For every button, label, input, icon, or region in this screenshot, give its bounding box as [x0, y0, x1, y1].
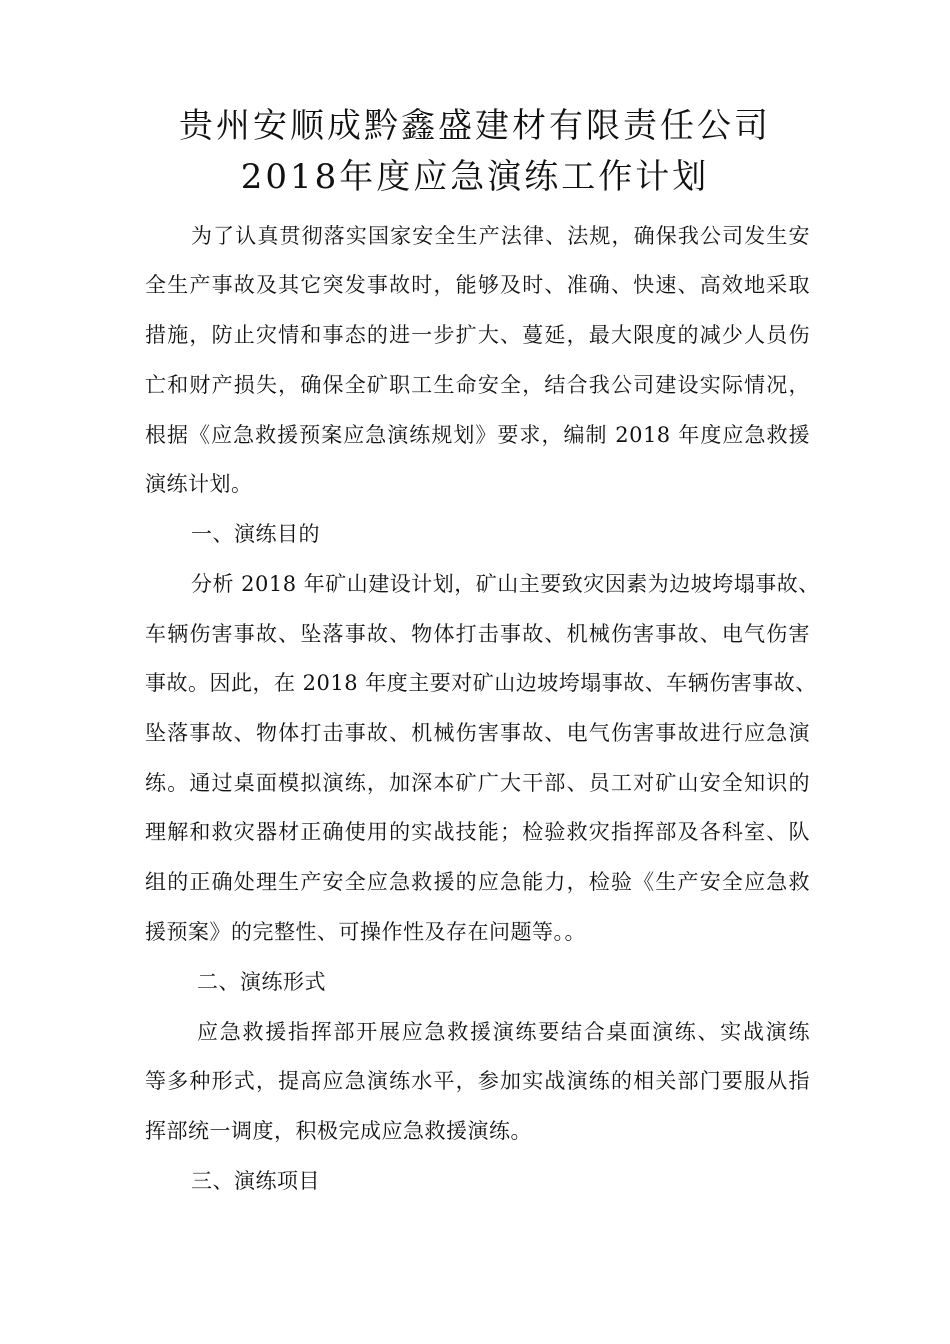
document-title-plan: 2018年度应急演练工作计划 — [240, 157, 710, 197]
paragraph-line: 练。通过桌面模拟演练，加深本矿广大干部、员工对矿山安全知识的 — [145, 771, 810, 795]
paragraph-line: 分析 2018 年矿山建设计划，矿山主要致灾因素为边坡垮塌事故、 — [191, 572, 820, 596]
paragraph-line: 组的正确处理生产安全应急救援的应急能力，检验《生产安全应急救 — [145, 870, 810, 894]
paragraph-line: 全生产事故及其它突发事故时，能够及时、准确、快速、高效地采取 — [145, 273, 810, 297]
paragraph-line: 为了认真贯彻落实国家安全生产法律、法规，确保我公司发生安 — [191, 224, 810, 248]
section-heading: 一、演练目的 — [191, 522, 320, 546]
paragraph-line: 亡和财产损失，确保全矿职工生命安全，结合我公司建设实际情况， — [145, 373, 810, 397]
paragraph-line: 演练计划。 — [145, 472, 253, 496]
paragraph-line: 坠落事故、物体打击事故、机械伤害事故、电气伤害事故进行应急演 — [145, 721, 810, 745]
paragraph-line: 根据《应急救援预案应急演练规划》要求，编制 2018 年度应急救援 — [145, 423, 810, 447]
paragraph-line: 事故。因此，在 2018 年度主要对矿山边坡垮塌事故、车辆伤害事故、 — [145, 671, 817, 695]
paragraph-line: 挥部统一调度，积极完成应急救援演练。 — [145, 1119, 532, 1143]
paragraph-line: 车辆伤害事故、坠落事故、物体打击事故、机械伤害事故、电气伤害 — [145, 622, 810, 646]
paragraph-line: 等多种形式，提高应急演练水平，参加实战演练的相关部门要服从指 — [145, 1069, 810, 1093]
section-heading: 三、演练项目 — [191, 1169, 320, 1193]
paragraph-line: 应急救援指挥部开展应急救援演练要结合桌面演练、实战演练 — [197, 1020, 810, 1044]
paragraph-line: 援预案》的完整性、可操作性及存在问题等。。 — [145, 920, 586, 944]
document-title-company: 贵州安顺成黔鑫盛建材有限责任公司 — [179, 106, 771, 146]
paragraph-line: 理解和救灾器材正确使用的实战技能；检验救灾指挥部及各科室、队 — [145, 820, 810, 844]
paragraph-line: 措施，防止灾情和事态的进一步扩大、蔓延，最大限度的减少人员伤 — [145, 323, 810, 347]
section-heading: 二、演练形式 — [197, 970, 326, 994]
